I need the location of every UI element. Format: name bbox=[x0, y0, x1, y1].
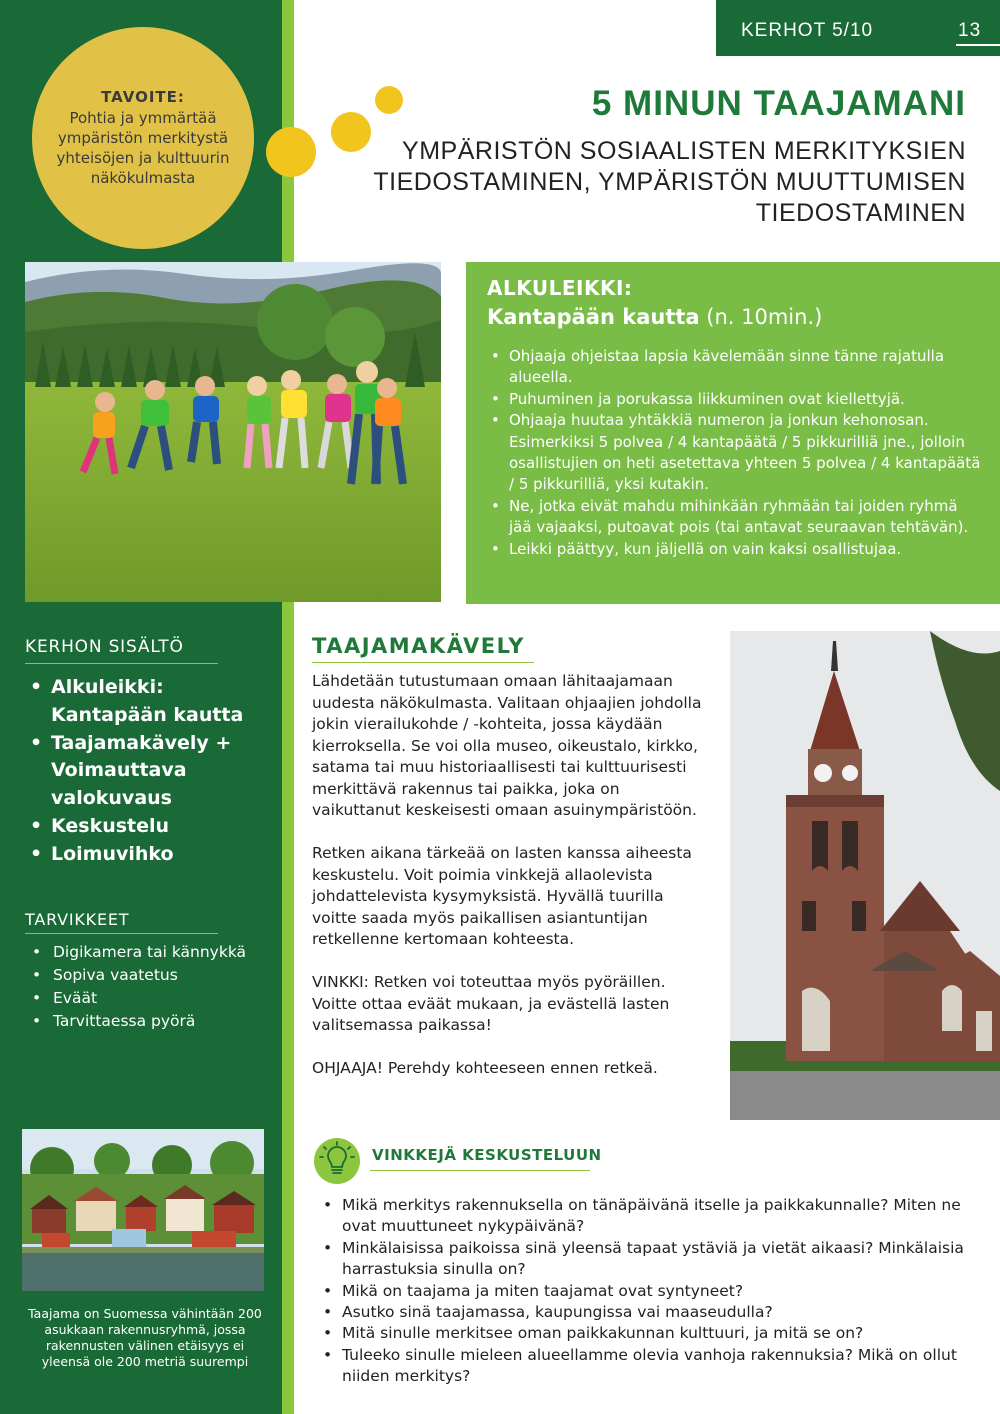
decor-dot-large bbox=[266, 127, 316, 177]
club-content-list bbox=[25, 674, 270, 869]
left-accent-stripe bbox=[282, 0, 294, 1414]
page-title: 5 MINUN TAAJAMANI bbox=[591, 84, 966, 123]
page-number-underline bbox=[956, 44, 1000, 46]
list-item: • Ne, jotka eivät mahdu mihinkään ryhmään tai joiden ryhmä jää vajaaksi, putoavat pois (tai antavat seuraavan tehtävän). bbox=[487, 496, 982, 539]
list-item: • Keskustelu bbox=[25, 813, 270, 841]
church-photo bbox=[730, 631, 1000, 1120]
paragraph: VINKKI: Retken voi toteuttaa myös pyöräillen. Voitte ottaa eväät mukaan, ja evästellä lasten valitsemassa paikassa! bbox=[312, 973, 670, 1034]
list-item: • Leikki päättyy, kun jäljellä on vain kaksi osallistujaa. bbox=[487, 539, 982, 560]
town-walk-text bbox=[312, 671, 712, 1101]
warmup-game-box bbox=[466, 262, 1000, 604]
paragraph: Lähdetään tutustumaan omaan lähitaajamaan uudesta näkökulmasta. Valitaan ohjaajien johdolla jokin vierailukohde / -kohteita, jossa käydään kierroksella. Se voi olla museo, oikeustalo, kirkko, satama tai muu historiaallisesti tai kulttuurisesti merkittävä rakennus tai paikka, joka on vaikuttanut keskeisesti omaan asuinympäristöön. bbox=[312, 672, 702, 819]
discussion-tips-title: VINKKEJÄ KESKUSTELUUN bbox=[372, 1146, 602, 1164]
list-item: • Puhuminen ja porukassa liikkuminen ovat kiellettyjä. bbox=[487, 389, 982, 410]
list-item: • Tuleeko sinulle mieleen alueellamme olevia vanhoja rakennuksia? Mikä on ollut niiden merkitys? bbox=[320, 1345, 970, 1388]
list-item: • Sopiva vaatetus bbox=[25, 964, 246, 987]
warmup-instructions-list bbox=[487, 346, 982, 560]
decor-dot-small bbox=[375, 86, 403, 114]
town-walk-title: TAAJAMAKÄVELY bbox=[312, 634, 525, 658]
page-number: 13 bbox=[958, 20, 982, 41]
goal-text: Pohtia ja ymmärtää ympäristön merkitystä yhteisöjen ja kulttuurin näkökulmasta bbox=[56, 109, 230, 187]
supplies-underline bbox=[25, 933, 218, 934]
warmup-subtitle bbox=[487, 302, 982, 332]
list-item: • Eväät bbox=[25, 987, 246, 1010]
town-walk-underline bbox=[312, 662, 534, 663]
supplies-title: TARVIKKEET bbox=[25, 910, 130, 929]
list-item: • Loimuvihko bbox=[25, 841, 270, 869]
list-item: • Tarvittaessa pyörä bbox=[25, 1010, 246, 1033]
list-item: • Ohjaaja huutaa yhtäkkiä numeron ja jonkun kehonosan. Esimerkiksi 5 polvea / 4 kantapäätä / 5 pikkurilliä jne., jolloin osallistujien on heti asetettava yhteen 5 polvea / 4 kantapäätä / 5 pikkurilliä, yksi kutakin. bbox=[487, 410, 982, 496]
list-item: • Asutko sinä taajamassa, kaupungissa vai maaseudulla? bbox=[320, 1302, 970, 1323]
club-content-underline bbox=[25, 663, 218, 664]
goal-title: TAVOITE: bbox=[101, 88, 185, 106]
discussion-tips-list bbox=[320, 1195, 970, 1388]
goal-circle bbox=[32, 27, 254, 249]
paragraph: OHJAAJA! Perehdy kohteeseen ennen retkeä. bbox=[312, 1059, 658, 1077]
list-item: • Digikamera tai kännykkä bbox=[25, 941, 246, 964]
list-item: • Mikä merkitys rakennuksella on tänäpäivänä itselle ja paikkakunnalle? Miten ne ovat muuttuneet nykypäivänä? bbox=[320, 1195, 970, 1238]
discussion-tips-underline bbox=[370, 1170, 590, 1171]
list-item: • Taajamakävely + Voimauttava valokuvaus bbox=[25, 730, 270, 813]
children-playing-photo bbox=[25, 262, 441, 602]
warmup-game-name: Kantapään kautta bbox=[487, 305, 700, 329]
header-bar bbox=[716, 0, 1000, 56]
list-item: • Ohjaaja ohjeistaa lapsia kävelemään sinne tänne rajatulla alueella. bbox=[487, 346, 982, 389]
paragraph: Retken aikana tärkeää on lasten kanssa aiheesta keskustelu. Voit poimia vinkkejä allaolevista johdattelevista kysymyksistä. Hyvällä tuurilla voitte saada myös paikallisen asiantuntijan retkellenne kertomaan kohteesta. bbox=[312, 844, 692, 948]
list-item: • Minkälaisissa paikoissa sinä yleensä tapaat ystäviä ja vietät aikaasi? Minkälaisia harrastuksia sinulla on? bbox=[320, 1238, 970, 1281]
list-item: • Mitä sinulle merkitsee oman paikkakunnan kulttuuri, ja mitä se on? bbox=[320, 1323, 970, 1344]
village-caption: Taajama on Suomessa vähintään 200 asukkaan rakennusryhmä, jossa rakennusten välinen etäisyys ei yleensä ole 200 metriä suurempi bbox=[28, 1306, 262, 1369]
page-subtitle: YMPÄRISTÖN SOSIAALISTEN MERKITYKSIEN TIEDOSTAMINEN, YMPÄRISTÖN MUUTTUMISEN TIEDOSTAMINEN bbox=[373, 137, 966, 227]
warmup-duration: (n. 10min.) bbox=[706, 305, 823, 329]
header-label: KERHOT 5/10 bbox=[741, 20, 874, 41]
village-photo bbox=[22, 1129, 264, 1291]
list-item: • Mikä on taajama ja miten taajamat ovat syntyneet? bbox=[320, 1281, 970, 1302]
lightbulb-icon bbox=[314, 1138, 360, 1184]
supplies-list bbox=[25, 941, 246, 1033]
list-item: • Alkuleikki: Kantapään kautta bbox=[25, 674, 270, 730]
club-content-title: KERHON SISÄLTÖ bbox=[25, 637, 184, 657]
warmup-title: ALKULEIKKI: bbox=[487, 276, 633, 300]
